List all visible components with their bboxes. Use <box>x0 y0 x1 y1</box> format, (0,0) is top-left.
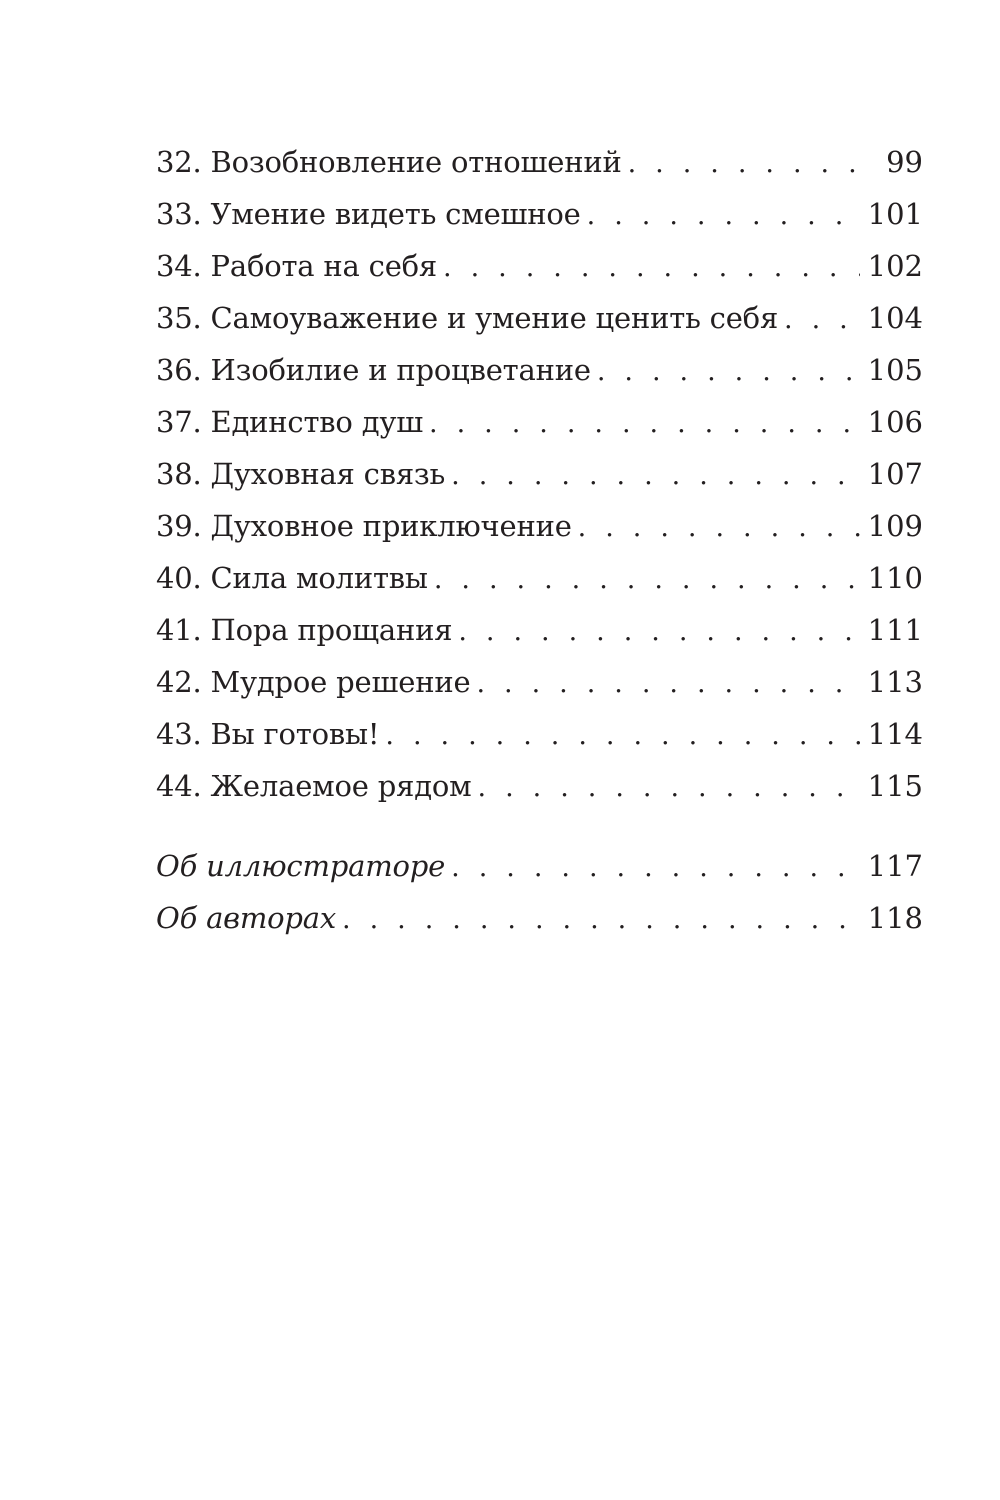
dot-leader <box>597 346 860 398</box>
toc-entry-title: 40. Сила молитвы <box>156 561 428 595</box>
toc-entry-35 <box>156 292 923 344</box>
toc-entry-title: 35. Самоуважение и умение ценить себя <box>156 301 779 335</box>
toc-entry-page: 113 <box>867 665 923 699</box>
toc-entry-authors <box>156 892 923 944</box>
toc-entry-32 <box>156 136 923 188</box>
toc-entry-illustrator <box>156 840 923 892</box>
toc-entry-title: Об иллюстраторе <box>156 849 446 883</box>
dot-leader <box>478 762 860 814</box>
section-gap <box>156 812 923 840</box>
toc-entry-34 <box>156 240 923 292</box>
toc-entry-page: 104 <box>867 301 923 335</box>
toc-entry-title: 43. Вы готовы! <box>156 717 380 751</box>
toc-entry-33 <box>156 188 923 240</box>
toc-entry-36 <box>156 344 923 396</box>
toc-entry-page: 115 <box>867 769 923 803</box>
toc-entry-38 <box>156 448 923 500</box>
dot-leader <box>476 658 859 710</box>
toc-entry-page: 110 <box>867 561 923 595</box>
toc-entry-page: 111 <box>867 613 923 647</box>
toc-entry-page: 114 <box>867 717 923 751</box>
toc-entry-title: 34. Работа на себя <box>156 249 438 283</box>
toc-entry-title: 32. Возобновление отношений <box>156 145 622 179</box>
toc-entry-title: 39. Духовное приключение <box>156 509 572 543</box>
toc-entry-43 <box>156 708 923 760</box>
toc-entry-37 <box>156 396 923 448</box>
dot-leader <box>342 894 860 946</box>
dot-leader <box>458 606 859 658</box>
toc-entry-page: 99 <box>886 145 923 179</box>
toc-entry-title: 33. Умение видеть смешное <box>156 197 581 231</box>
toc-entry-page: 117 <box>867 849 923 883</box>
toc-entry-title: 42. Мудрое решение <box>156 665 471 699</box>
toc-entry-title: 38. Духовная связь <box>156 457 446 491</box>
toc-entry-39 <box>156 500 923 552</box>
toc-entry-page: 101 <box>867 197 923 231</box>
dot-leader <box>451 450 860 502</box>
dot-leader <box>578 502 860 554</box>
toc-entry-41 <box>156 604 923 656</box>
toc-entry-page: 105 <box>867 353 923 387</box>
toc-entry-page: 109 <box>867 509 923 543</box>
dot-leader <box>443 242 860 294</box>
dot-leader <box>451 842 860 894</box>
dot-leader <box>628 138 879 190</box>
dot-leader <box>784 294 860 346</box>
toc-entry-title: 37. Единство душ <box>156 405 423 439</box>
dot-leader <box>587 190 860 242</box>
dot-leader <box>385 710 859 762</box>
toc-entry-44 <box>156 760 923 812</box>
toc-entry-page: 106 <box>867 405 923 439</box>
table-of-contents <box>156 136 923 944</box>
toc-entry-page: 107 <box>867 457 923 491</box>
toc-entry-title: 36. Изобилие и процветание <box>156 353 591 387</box>
toc-entry-page: 102 <box>867 249 923 283</box>
dot-leader <box>429 398 860 450</box>
toc-entry-title: 41. Пора прощания <box>156 613 453 647</box>
toc-entry-title: 44. Желаемое рядом <box>156 769 472 803</box>
toc-entry-page: 118 <box>867 901 923 935</box>
toc-entry-42 <box>156 656 923 708</box>
toc-entry-title: Об авторах <box>156 901 337 935</box>
toc-entry-40 <box>156 552 923 604</box>
dot-leader <box>434 554 860 606</box>
